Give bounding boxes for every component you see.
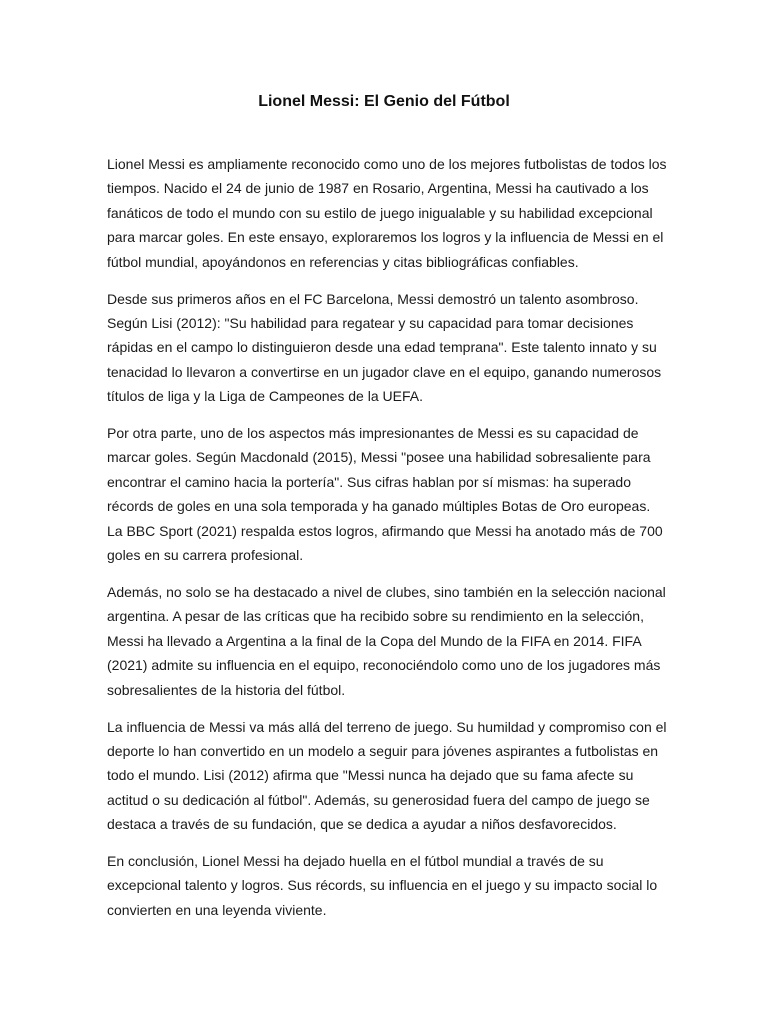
- paragraph-goals: Por otra parte, uno de los aspectos más impresionantes de Messi es su capacidad de marcar goles. Según Macdonald (2015), Messi "posee una habilidad sobresaliente para encontrar el camino hacia la portería". Sus cifras hablan por sí mismas: ha superado récords de goles en una sola temporada y ha ganado múltiples Botas de Oro europeas. La BBC Sport (2021) respalda estos logros, afirmando que Messi ha anotado más de 700 goles en su carrera profesional.: [107, 425, 663, 564]
- paragraph-influence: La influencia de Messi va más allá del terreno de juego. Su humildad y compromiso con el deporte lo han convertido en un modelo a seguir para jóvenes aspirantes a futbolistas en todo el mundo. Lisi (2012) afirma que "Messi nunca ha dejado que su fama afecte su actitud o su dedicación al fútbol". Además, su generosidad fuera del campo de juego se destaca a través de su fundación, que se dedica a ayudar a niños desfavorecidos.: [107, 718, 667, 833]
- document-body: [107, 152, 669, 935]
- paragraph-conclusion: En conclusión, Lionel Messi ha dejado huella en el fútbol mundial a través de su excepcional talento y logros. Sus récords, su influencia en el juego y su impacto social lo convierten en una leyenda viviente.: [107, 853, 658, 918]
- paragraph-national-team: Además, no solo se ha destacado a nivel de clubes, sino también en la selección nacional argentina. A pesar de las críticas que ha recibido sobre su rendimiento en la selección, Messi ha llevado a Argentina a la final de la Copa del Mundo de la FIFA en 2014. FIFA (2021) admite su influencia en el equipo, reconociéndolo como uno de los jugadores más sobresalientes de la historia del fútbol.: [107, 584, 666, 698]
- document-title: Lionel Messi: El Genio del Fútbol: [258, 93, 510, 110]
- paragraph-barcelona: Desde sus primeros años en el FC Barcelona, Messi demostró un talento asombroso. Según Lisi (2012): "Su habilidad para regatear y su capacidad para tomar decisiones rápidas en el campo lo distinguieron desde una edad temprana". Este talento innato y su tenacidad lo llevaron a convertirse en un jugador clave en el equipo, ganando numerosos títulos de liga y la Liga de Campeones de la UEFA.: [107, 290, 662, 405]
- paragraph-intro: Lionel Messi es ampliamente reconocido como uno de los mejores futbolistas de todos los tiempos. Nacido el 24 de junio de 1987 en Rosario, Argentina, Messi ha cautivado a los fanáticos de todo el mundo con su estilo de juego inigualable y su habilidad excepcional para marcar goles. En este ensayo, exploraremos los logros y la influencia de Messi en el fútbol mundial, apoyándonos en referencias y citas bibliográficas confiables.: [107, 156, 667, 270]
